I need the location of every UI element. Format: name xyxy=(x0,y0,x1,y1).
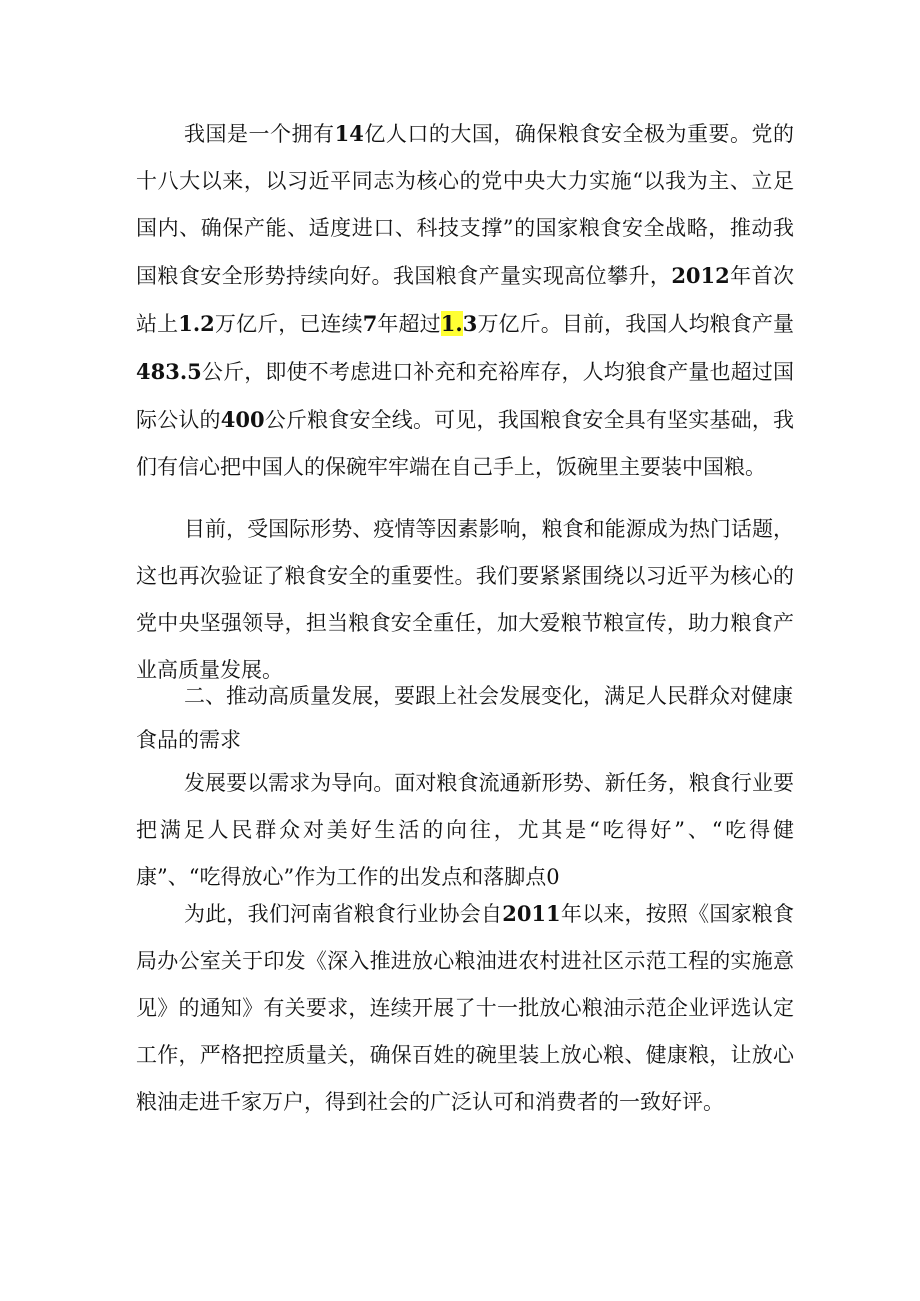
paragraph-text: 目前，受国际形势、疫情等因素影响，粮食和能源成为热门话题，这也再次验证了粮食安全的重要性。我们要紧紧围绕以习近平为核心的党中央坚强领导，担当粮食安全重任，加大爱粮节粮宣传，助力粮食产业高质量发展。 xyxy=(136,517,794,682)
text-run: 亿人口的大国，确保粮食安全极为重要。党的十八大以来，以习近平同志为核心的党中央大力实施“以我为主、立足国内、确保产能、适度进口、科技支撑”的国家粮食安全战略，推动我国粮食安全形势持续向好。我国粮食产量实现高位攀升， xyxy=(136,122,795,288)
paragraph-current-situation xyxy=(136,506,794,694)
paragraph-demand-oriented xyxy=(136,760,794,901)
number-per-capita: 483.5 xyxy=(136,359,202,384)
text-run: 万亿斤，已连续 xyxy=(214,312,363,336)
text-run: 年首次站上 xyxy=(136,264,795,336)
highlighted-number: 1. xyxy=(440,311,463,336)
number-year-2011: 2011 xyxy=(502,901,561,926)
paragraph-text xyxy=(136,890,794,1126)
number-population: 14 xyxy=(334,121,364,146)
text-run: 年以来，按照《国家粮食局办公室关于印发《深入推进放心粮油进农村进社区示范工程的实施意见》的通知》有关要求，连续开展了十一批放心粮油示范企业评选认定工作，严格把控质量关，确保百姓的碗里装上放心粮、健康粮，让放心粮油走进千家万户，得到社会的广泛认可和消费者的一致好评。 xyxy=(136,902,795,1114)
text-run: 为此，我们河南省粮食行业协会自 xyxy=(184,902,503,926)
paragraph-food-security xyxy=(136,110,794,491)
number-years-7: 7 xyxy=(362,311,378,336)
number-output-1-3: 3 xyxy=(462,311,478,336)
text-run: 公斤粮食安全线。可见，我国粮食安全具有坚实基础，我们有信心把中国人的保碗牢牢端在自己手上，饭碗里主要装中国粮。 xyxy=(136,408,795,479)
paragraph-text xyxy=(136,110,794,491)
paragraph-henan-association xyxy=(136,890,794,1126)
text-run: 我国是一个拥有 xyxy=(184,122,335,146)
number-safety-line: 400 xyxy=(220,407,265,432)
text-run: 公斤，即使不考虑进口补充和充裕库存，人均狼食产量也超过国际公认的 xyxy=(136,360,794,432)
number-year-2012: 2012 xyxy=(671,263,730,288)
text-run: 年超过 xyxy=(377,312,441,336)
text-run: 万亿斤。目前，我国人均粮食产量 xyxy=(477,312,795,336)
paragraph-text: 发展要以需求为导向。面对粮食流通新形势、新任务，粮食行业要把满足人民群众对美好生活的向往，尤其是“吃得好”、“吃得健康”、“吃得放心”作为工作的出发点和落脚点0 xyxy=(136,771,794,889)
section-heading: 二、推动高质量发展，要跟上社会发展变化，满足人民群众对健康食品的需求 xyxy=(136,684,793,752)
number-output-1-2: 1.2 xyxy=(178,311,215,336)
